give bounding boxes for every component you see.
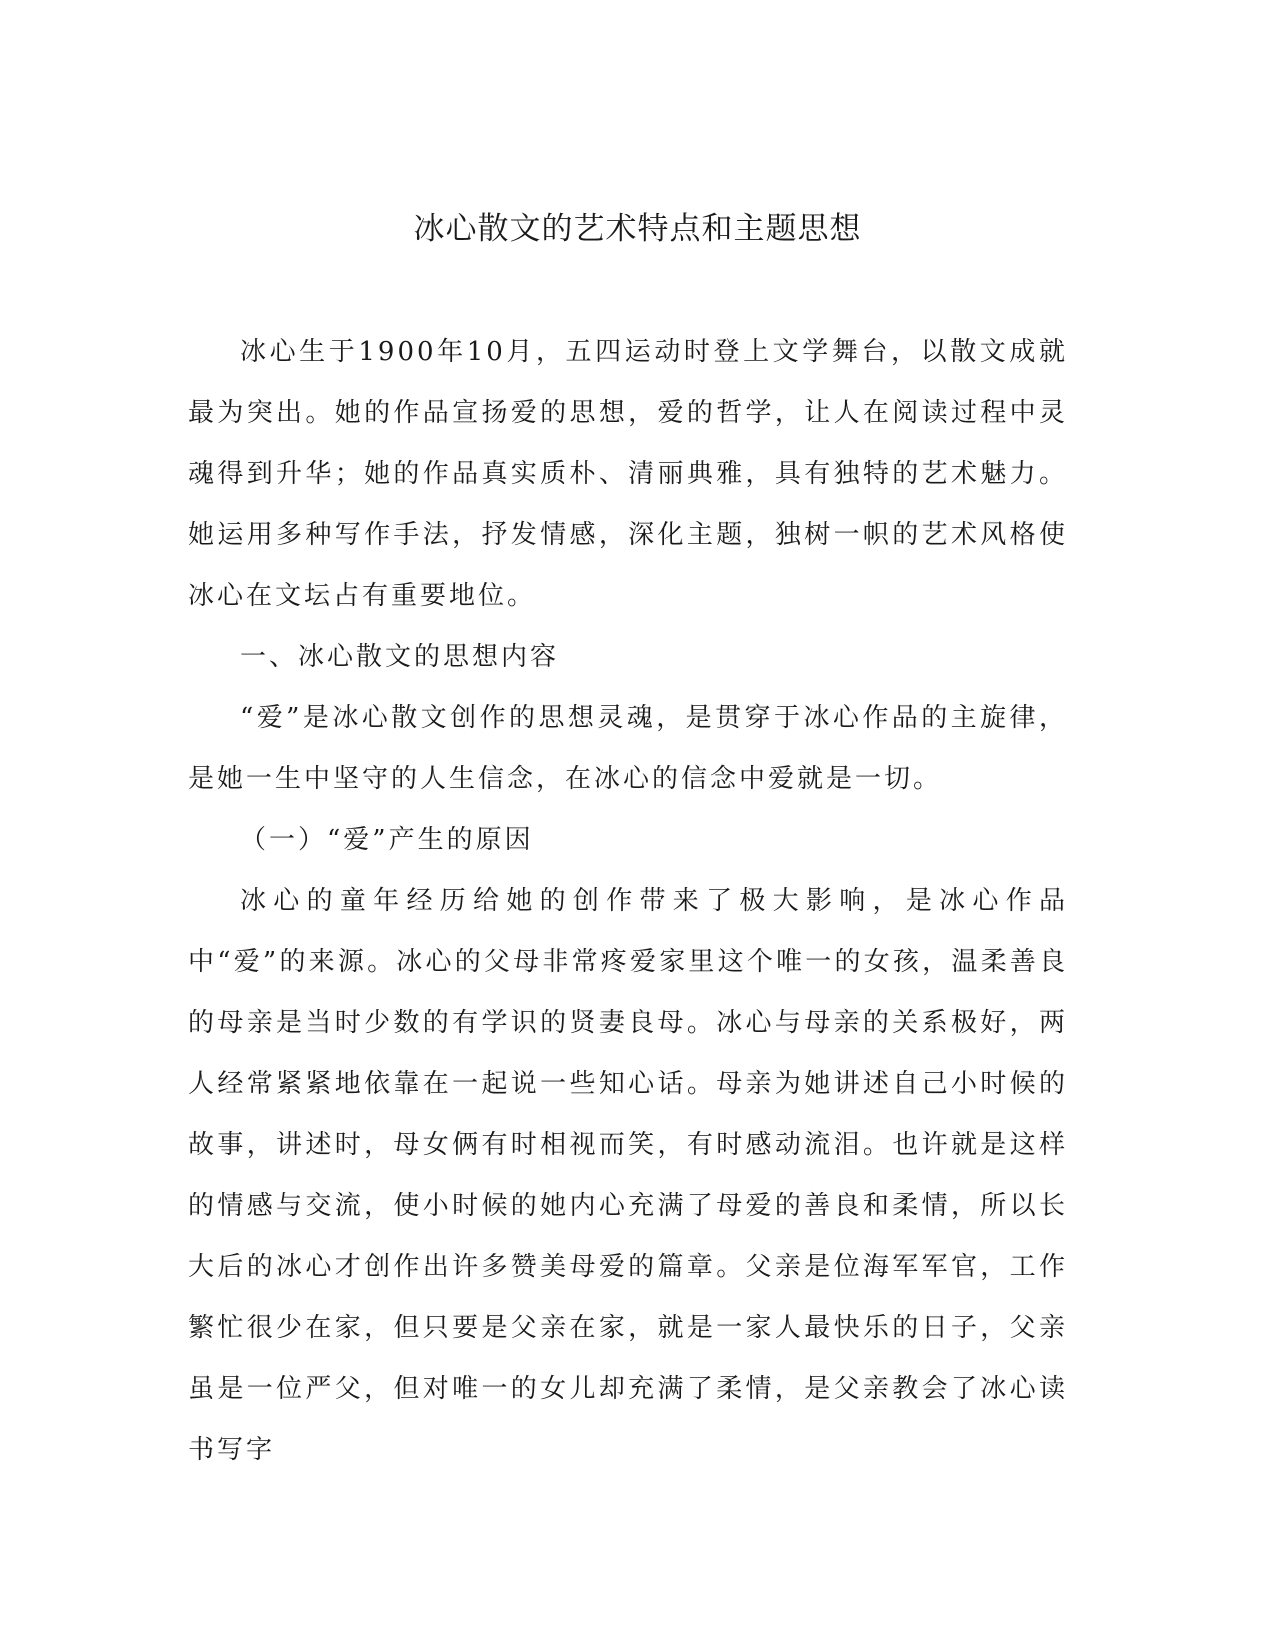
subsection-heading-1: （一）“爱”产生的原因 bbox=[240, 825, 534, 855]
paragraph-intro: 冰心生于1900年10月，五四运动时登上文学舞台，以散文成就最为突出。她的作品宣扬爱的思想，爱的哲学，让人在阅读过程中灵魂得到升华；她的作品真实质朴、清丽典雅，具有独特的艺术魅力。她运用多种写作手法，抒发情感，深化主题，独树一帜的艺术风格使冰心在文坛占有重要地位。 bbox=[188, 337, 1068, 611]
paragraph-childhood: 冰心的童年经历给她的创作带来了极大影响，是冰心作品中“爱”的来源。冰心的父母非常疼爱家里这个唯一的女孩，温柔善良的母亲是当时少数的有学识的贤妻良母。冰心与母亲的关系极好，两人经常紧紧地依靠在一起说一些知心话。母亲为她讲述自己小时候的故事，讲述时，母女俩有时相视而笑，有时感动流泪。也许就是这样的情感与交流，使小时候的她内心充满了母爱的善良和柔情，所以长大后的冰心才创作出许多赞美母爱的篇章。父亲是位海军军官，工作繁忙很少在家，但只要是父亲在家，就是一家人最快乐的日子，父亲虽是一位严父，但对唯一的女儿却充满了柔情，是父亲教会了冰心读书写字 bbox=[188, 886, 1068, 1465]
section-heading-1: 一、冰心散文的思想内容 bbox=[240, 642, 560, 672]
document-body bbox=[188, 322, 1068, 1481]
paragraph-love-soul: “爱”是冰心散文创作的思想灵魂，是贯穿于冰心作品的主旋律，是她一生中坚守的人生信念，在冰心的信念中爱就是一切。 bbox=[188, 703, 1068, 794]
document-title: 冰心散文的艺术特点和主题思想 bbox=[413, 211, 862, 247]
